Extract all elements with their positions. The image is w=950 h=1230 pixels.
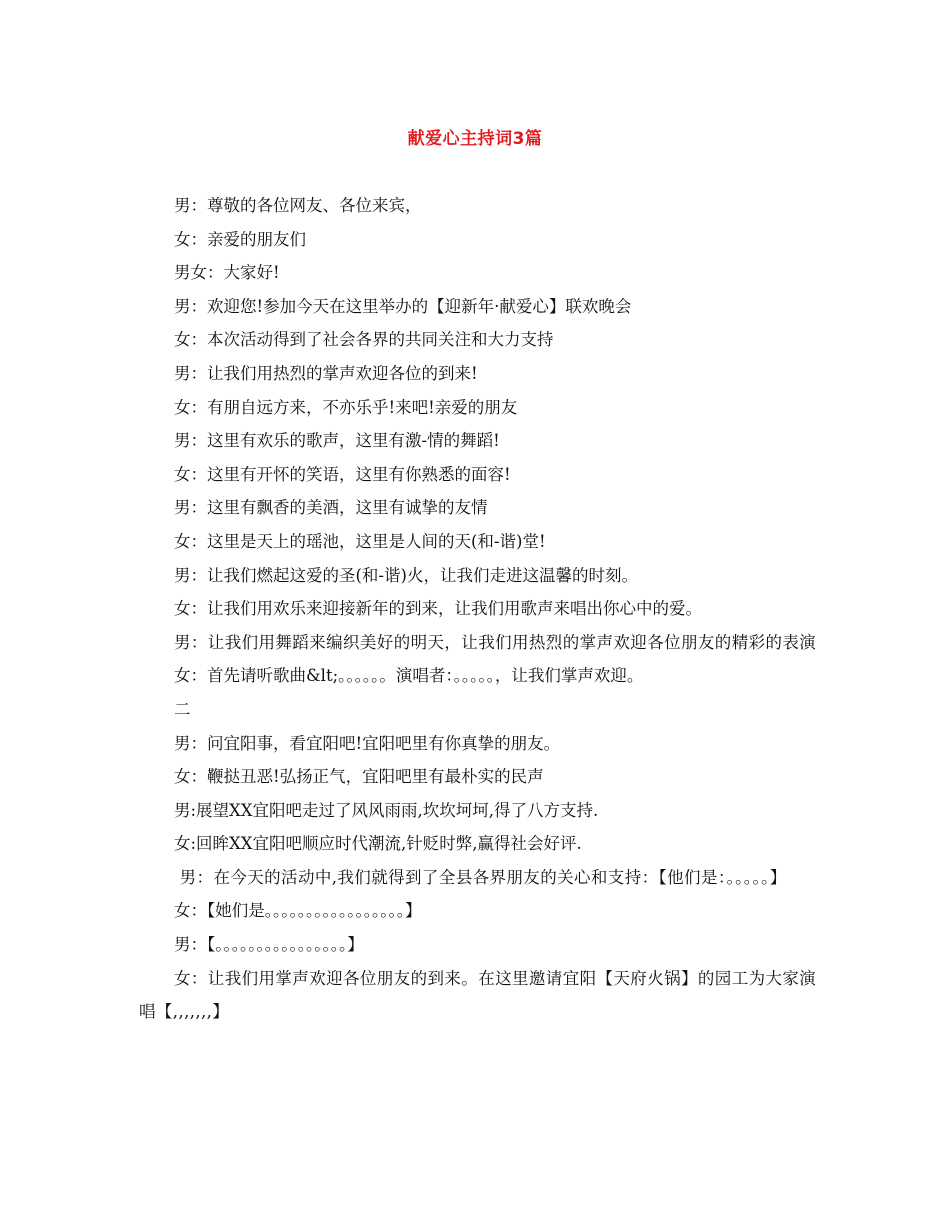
paragraph: 男：这里有欢乐的歌声，这里有激-情的舞蹈! <box>174 431 500 451</box>
paragraph: 男：欢迎您!参加今天在这里举办的【迎新年·献爱心】联欢晚会 <box>174 296 632 316</box>
document-body <box>139 189 819 1029</box>
paragraph: 女：鞭挞丑恶!弘扬正气，宜阳吧里有最朴实的民声 <box>174 767 544 787</box>
paragraph: 男女：大家好! <box>174 263 280 283</box>
paragraph: 女：让我们用掌声欢迎各位朋友的到来。在这里邀请宜阳【天府火锅】的园工为大家演唱【,,,,,,,】 <box>139 968 817 1022</box>
paragraph: 男:展望XX宜阳吧走过了风风雨雨,坎坎坷坷,得了八方支持. <box>174 800 599 820</box>
paragraph: 女：这里有开怀的笑语，这里有你熟悉的面容! <box>174 464 511 484</box>
paragraph: 女：本次活动得到了社会各界的共同关注和大力支持 <box>174 330 554 350</box>
paragraph: 男：【。。。。。。。。。。。。。。。。】 <box>174 935 364 955</box>
document-title: 献爱心主持词3篇 <box>407 129 543 149</box>
paragraph: 女：【她们是。。。。。。。。。。。。。。。。。】 <box>174 901 422 921</box>
paragraph: 女：有朋自远方来，不亦乐乎!来吧!亲爱的朋友 <box>174 397 518 417</box>
paragraph: 男：让我们燃起这爱的圣(和-谐)火，让我们走进这温馨的时刻。 <box>174 565 638 585</box>
paragraph: 女:回眸XX宜阳吧顺应时代潮流,针贬时弊,赢得社会好评. <box>174 834 582 854</box>
paragraph: 男：尊敬的各位网友、各位来宾， <box>174 196 422 215</box>
paragraph: 女：亲爱的朋友们 <box>174 229 306 249</box>
paragraph: 男：让我们用热烈的掌声欢迎各位的到来! <box>174 363 478 383</box>
paragraph: 男：这里有飘香的美酒，这里有诚挚的友情 <box>174 498 488 518</box>
paragraph: 男：让我们用舞蹈来编织美好的明天，让我们用热烈的掌声欢迎各位朋友的精彩的表演 <box>174 632 817 652</box>
paragraph: 男：在今天的活动中,我们就得到了全县各界朋友的关心和支持：【他们是：。。。。。】 <box>174 867 787 887</box>
paragraph: 女：让我们用欢乐来迎接新年的到来，让我们用歌声来唱出你心中的爱。 <box>174 599 702 619</box>
paragraph: 男：问宜阳事，看宜阳吧!宜阳吧里有你真挚的朋友。 <box>174 733 561 753</box>
section-marker: 二 <box>174 699 191 719</box>
paragraph: 女：首先请听歌曲&lt;。。。。。。演唱者：。。。。。，让我们掌声欢迎。 <box>174 666 644 686</box>
paragraph: 女：这里是天上的瑶池，这里是人间的天(和-谐)堂! <box>174 531 546 551</box>
